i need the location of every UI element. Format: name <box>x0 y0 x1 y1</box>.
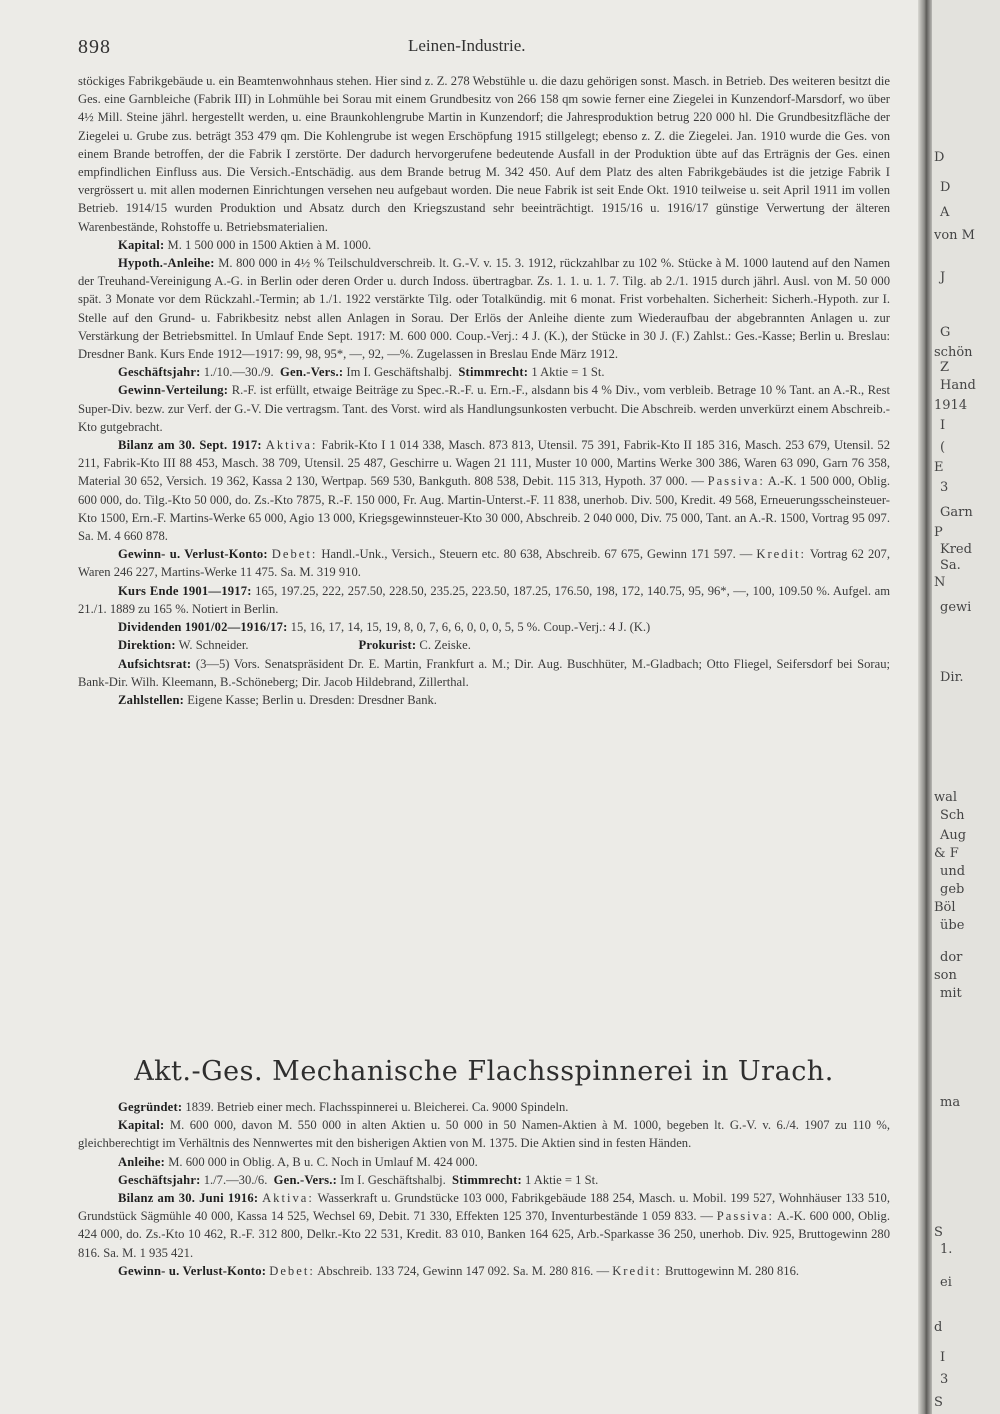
adjacent-page-fragment: Garn <box>940 505 973 520</box>
company2-kapital <box>78 1116 890 1152</box>
company1-dividenden <box>78 618 890 636</box>
adjacent-page-fragment: N <box>934 575 946 590</box>
company2-section <box>78 1098 890 1280</box>
gj2-label: Geschäftsjahr: <box>118 1172 201 1187</box>
adjacent-page-fragment: 3 <box>940 1372 949 1387</box>
company2-anleihe <box>78 1153 890 1171</box>
company1-kapital <box>78 236 890 254</box>
bilanz-aktiva-text: Fabrik-Kto I 1 014 338, Masch. 873 813, Utensil. 75 391, Fabrik-Kto II 185 316, Masch. 253 679, Utensil. 52 211, Fabrik-Kto III 88 453, Masch. 38 709, Utensil. 25 487, Geschirre u. Wagen 21 111, Muster 10 000, Martins Werke 300 386, Waren 63 090, Garn 76 358, Material 30 652, Versich. 19 362, Kassa 2 130, Wertpap. 569 530, Bankguth. 808 538, Debit. 115 313, Hypoth. 37 000. — <box>78 438 891 489</box>
adjacent-page-fragment: übe <box>940 918 965 933</box>
company2-title: Akt.-Ges. Mechanische Flachsspinnerei in Urach. <box>134 1056 834 1087</box>
adjacent-page-fragment: S <box>934 1395 943 1410</box>
adjacent-page-fragment: und <box>940 864 966 879</box>
adjacent-page-fragment: schön <box>934 345 973 360</box>
adjacent-page-fragment: A <box>940 205 950 220</box>
direktion-text: W. Schneider. <box>178 638 249 653</box>
guv2-kredit-text: Bruttogewinn M. 280 816. <box>665 1263 800 1278</box>
company1-guv <box>78 545 890 581</box>
adjacent-page-fragment: 1. <box>940 1242 953 1257</box>
direktion-label: Direktion: <box>118 638 176 653</box>
passiva2-label: Passiva: <box>716 1209 775 1224</box>
adjacent-page-fragment: D <box>940 180 951 195</box>
kapital2-label: Kapital: <box>118 1118 165 1133</box>
sr2-text: 1 Aktie = 1 St. <box>525 1172 599 1187</box>
adjacent-page-fragment: ma <box>940 1095 961 1110</box>
adjacent-page-fragment: 1914 <box>934 398 968 413</box>
page-number: 898 <box>78 36 111 58</box>
adjacent-page-fragment: D <box>934 150 945 165</box>
aktiva2-label: Aktiva: <box>262 1191 314 1206</box>
kurs-text: 165, 197.25, 222, 257.50, 228.50, 235.25, 223.50, 187.25, 176.50, 198, 172, 140.75, 95, 96*, —, 100, 109.50 %. Aufgel. am 21./1. 1889 zu 165 %. Notiert in Berlin. <box>78 583 891 616</box>
zahl-label: Zahlstellen: <box>118 692 185 707</box>
adjacent-page-fragment: mit <box>940 986 962 1001</box>
adjacent-page-edge <box>932 0 1000 1414</box>
adjacent-page-fragment: E <box>934 460 944 475</box>
adjacent-page-fragment: Böl <box>934 900 956 915</box>
guv-debet-text: Handl.-Unk., Versich., Steuern etc. 80 638, Abschreib. 67 675, Gewinn 171 597. — <box>321 547 753 562</box>
adjacent-page-fragment: G <box>940 325 951 340</box>
adjacent-page-fragment: son <box>934 968 957 983</box>
bilanz-label: Bilanz am 30. Sept. 1917: <box>118 438 262 453</box>
company2-gj-line <box>78 1171 890 1189</box>
adjacent-page-fragment: Dir. <box>940 670 964 685</box>
ar-text: (3—5) Vors. Senatspräsident Dr. E. Martin, Frankfurt a. M.; Dir. Aug. Buschhüter, M.-Gladbach; Otto Fliegel, Seifersdorf bei Sorau; Bank-Dir. Wilh. Kleemann, B.-Schöneberg; Dir. Jacob Hildebrand, Zillerthal. <box>78 656 890 689</box>
div-label: Dividenden 1901/02—1916/17: <box>118 620 288 635</box>
gj-label: Geschäftsjahr: <box>118 365 201 380</box>
company2-gegruendet <box>78 1098 890 1116</box>
gv2-text: Im I. Geschäftshalbj. <box>340 1172 446 1187</box>
gv-label: Gen.-Vers.: <box>279 365 344 380</box>
adjacent-page-fragment: von M <box>934 228 975 243</box>
prokurist-text: C. Zeiske. <box>419 638 471 653</box>
company2-bilanz <box>78 1189 890 1262</box>
adjacent-page-fragment: S <box>934 1225 943 1240</box>
company1-hypoth <box>78 254 890 363</box>
adjacent-page-fragment: I <box>940 418 946 433</box>
company1-zahlstellen <box>78 691 890 709</box>
debet-label: Debet: <box>271 547 318 562</box>
zahl-text: Eigene Kasse; Berlin u. Dresden: Dresdner Bank. <box>187 692 437 707</box>
company1-gj-line <box>78 363 890 381</box>
guv-label: Gewinn- u. Verlust-Konto: <box>118 547 268 562</box>
kredit-label: Kredit: <box>756 547 807 562</box>
book-gutter <box>918 0 932 1414</box>
ar-label: Aufsichtsrat: <box>118 656 192 671</box>
adjacent-page-fragment: d <box>934 1320 943 1335</box>
adjacent-page-fragment: P <box>934 525 943 540</box>
guv2-label: Gewinn- u. Verlust-Konto: <box>118 1263 267 1278</box>
gj2-text: 1./7.—30./6. <box>203 1172 268 1187</box>
bilanz2-aktiva-text: Wasserkraft u. Grundstücke 103 000, Fabrikgebäude 188 254, Masch. u. Mobil. 199 527, Wohnhäuser 133 510, Grundstück Sägmühle 40 000, Kassa 14 525, Wechsel 69, Debit. 71 330, Effekten 125 370, Inventurbestände 1 059 833. — <box>78 1191 891 1224</box>
adjacent-page-fragment: Kred <box>940 542 972 557</box>
adjacent-page-fragment: Z <box>940 360 950 375</box>
adjacent-page-fragment: wal <box>934 790 958 805</box>
anleihe-label: Anleihe: <box>118 1154 166 1169</box>
kapital-text: M. 1 500 000 in 1500 Aktien à M. 1000. <box>167 237 372 252</box>
gj-text: 1./10.—30./9. <box>203 365 274 380</box>
guv-kredit-text: Vortrag 62 207, Waren 246 227, Martins-Werke 11 475. Sa. M. 319 910. <box>78 547 890 580</box>
company1-kurs <box>78 582 890 618</box>
kredit2-label: Kredit: <box>612 1263 662 1278</box>
debet2-label: Debet: <box>269 1263 315 1278</box>
company1-bilanz <box>78 436 890 545</box>
gegr-text: 1839. Betrieb einer mech. Flachsspinnerei u. Bleicherei. Ca. 9000 Spindeln. <box>185 1100 569 1114</box>
bilanz2-label: Bilanz am 30. Juni 1916: <box>118 1191 259 1206</box>
gv2-label: Gen.-Vers.: <box>273 1172 337 1187</box>
company1-intro: stöckiges Fabrikgebäude u. ein Beamtenwohnhaus stehen. Hier sind z. Z. 278 Webstühle u. die dazu gehörigen sonst. Masch. in Betrieb. Des weiteren besitzt die Ges. eine Garnbleiche (Fabrik III) in Lohmühle bei Sorau mit einem Grundbesitz von 266 158 qm sowie ferner eine Ziegelei in Kunzendorf-Marsdorf, wo über 4½ Mill. Steine jährl. hergestellt werden, u. eine Braunkohlengrube Martin in Kunzendorf; die Jahresproduktion betrug 220 000 hl. Die Grundbesitzfläche der Ziegelei u. Grube zus. beträgt 353 479 qm. Die Kohlengrube ist wegen Erschöpfung 1915 stillgelegt; ebenso z. Z. die Ziegelei. Jan. 1910 wurde die Ges. von einem Brande betroffen, der die Fabrik I zerstörte. Der dadurch hervorgerufene bedeutende Ausfall in der Produktion übte auf das Erträgnis der Ges. einen empfindlichen Einfluss aus. Die Versich.-Entschädig. aus dem Brande betrug M. 342 450. Auf dem Platz des alten Fabrikgebäudes ist die jetzige Fabrik I vergrössert u. mit allen modernen Einrichtungen versehen neu aufgebaut worden. Die neue Fabrik ist seit Ende Okt. 1910 teilweise u. seit April 1911 im vollen Betrieb. 1914/15 wurden Produktion und Absatz durch den Kriegszustand sehr beeinträchtigt. 1915/16 u. 1916/17 günstige Verwertung der älteren Warenbestände, Rohstoffe u. Betriebsmaterialien. <box>78 74 890 234</box>
adjacent-page-fragment: Sch <box>940 808 965 823</box>
bilanz-passiva-text: A.-K. 1 500 000, Oblig. 600 000, do. Tilg.-Kto 50 000, do. Zs.-Kto 7875, R.-F. 150 000, Fr. Aug. Martin-Unterst.-F. 11 838, unerhob. Div. 500, Kredit. 49 568, Erneuerungsscheinsteuer-Kto 1500, Ern.-F. Martins-Werke 65 000, Agio 13 000, Kriegsgewinnsteuer-Kto 30 000, Abschreib. 2 040 000, Div. 75 000, Tant. an A.-R. 1500, Vortrag 95 097. Sa. M. 4 660 878. <box>78 474 890 544</box>
gv-text: Im I. Geschäftshalbj. <box>346 365 453 380</box>
adjacent-page-fragment: 3 <box>940 480 949 495</box>
company1-section <box>78 72 890 709</box>
adjacent-page-fragment: ( <box>940 440 946 455</box>
company1-aufsichtsrat <box>78 655 890 691</box>
company2-guv <box>78 1262 890 1280</box>
sr-text: 1 Aktie = 1 St. <box>531 365 605 380</box>
kurs-label: Kurs Ende 1901—1917: <box>118 583 252 598</box>
kapital-label: Kapital: <box>118 237 165 252</box>
adjacent-page-fragment: Sa. <box>940 558 961 573</box>
passiva-label: Passiva: <box>707 474 765 489</box>
gewinn-text: R.-F. ist erfüllt, etwaige Beiträge zu Spec.-R.-F. u. Ern.-F., alsdann bis 4 % Div., vom verbleib. Betrage 10 % Tant. an A.-R., Rest Super-Div. bezw. zur Verf. der G.-V. Die vertragsm. Tant. des Vorst. wird als Handlungsunkosten verbucht. Die Abschreib. werden unverkürzt einem Abschreib.-Kto gutgebracht. <box>78 383 890 434</box>
guv2-debet-text: Abschreib. 133 724, Gewinn 147 092. Sa. M. 280 816. — <box>317 1263 610 1278</box>
sr2-label: Stimmrecht: <box>452 1172 522 1187</box>
bilanz2-passiva-text: A.-K. 600 000, Oblig. 424 000, do. Zs.-Kto 10 462, R.-F. 312 800, Delkr.-Kto 22 531, Kredit. 83 010, Banken 164 625, Arb.-Sparkasse 36 250, unerhob. Div. 925, Bruttogewinn 280 816. Sa. M. 1 935 421. <box>78 1209 890 1260</box>
kapital2-text: M. 600 000, davon M. 550 000 in alten Aktien u. 50 000 in 50 Namen-Aktien à M. 1000, begeben lt. G.-V. v. 6./4. 1907 zu 110 %, gleichberechtigt im Verhältnis des Nennwertes mit den bisherigen Aktien von M. 1375. Die Aktien sind in festen Händen. <box>78 1118 890 1151</box>
sr-label: Stimmrecht: <box>458 365 529 380</box>
anleihe-text: M. 600 000 in Oblig. A, B u. C. Noch in Umlauf M. 424 000. <box>168 1154 478 1169</box>
hypoth-label: Hypoth.-Anleihe: <box>118 256 215 271</box>
adjacent-page-fragment: dor <box>940 950 963 965</box>
adjacent-page-fragment: geb <box>940 882 965 897</box>
adjacent-page-fragment: ei <box>940 1275 952 1290</box>
page-header <box>78 36 898 60</box>
aktiva-label: Aktiva: <box>265 438 318 453</box>
adjacent-page-fragment: Aug <box>940 828 967 843</box>
adjacent-page-fragment: Hand <box>940 378 976 393</box>
hypoth-text: M. 800 000 in 4½ % Teilschuldverschreib. lt. G.-V. v. 15. 3. 1912, rückzahlbar zu 102 %. Stücke à M. 1000 lautend auf den Namen der Treuhand-Vereinigung A.-G. in Berlin oder deren Order u. durch Indoss. übertragbar. Zs. 1. 1. u. 1. 7. Tilg. ab 2./1. 1915 durch jährl. Ausl. von M. 50 000 spät. 3 Monate vor dem Rückzahl.-Termin; ab 1./1. 1922 verstärkte Tilg. oder Totalkündig. mit 6 monat. Frist vorbehalten. Sicherheit: Sicherh.-Hypoth. zur I. Stelle auf den Grund- u. Fabrikbesitz nebst allen Anlagen in Sorau. Der Erlös der Anleihe diente zum Wiederaufbau der abgebrannten Anlagen u. zur Verstärkung der Betriebsmittel. In Umlauf Ende Sept. 1917: M. 600 000. Coup.-Verj.: 4 J. (K.), der Stücke in 30 J. (F.) Zahlst.: Ges.-Kasse; Berlin u. Breslau: Dresdner Bank. Kurs Ende 1912—1917: 99, 98, 95*, —, 92, —%. Zugelassen in Breslau Ende März 1912. <box>78 256 890 362</box>
adjacent-page-fragment: J <box>940 270 946 285</box>
div-text: 15, 16, 17, 14, 15, 19, 8, 0, 7, 6, 6, 0, 0, 0, 5, 5 %. Coup.-Verj.: 4 J. (K.) <box>290 620 651 635</box>
running-title: Leinen-Industrie. <box>408 36 526 55</box>
adjacent-page-fragment: & F <box>934 846 959 861</box>
prokurist-label: Prokurist: <box>358 638 417 653</box>
gewinn-label: Gewinn-Verteilung: <box>118 383 229 398</box>
gegr-label: Gegründet: <box>118 1100 183 1114</box>
adjacent-page-fragment: gewi <box>940 600 972 615</box>
company1-direktion <box>78 636 890 654</box>
company1-gewinn-verteilung <box>78 381 890 436</box>
adjacent-page-fragment: I <box>940 1350 946 1365</box>
